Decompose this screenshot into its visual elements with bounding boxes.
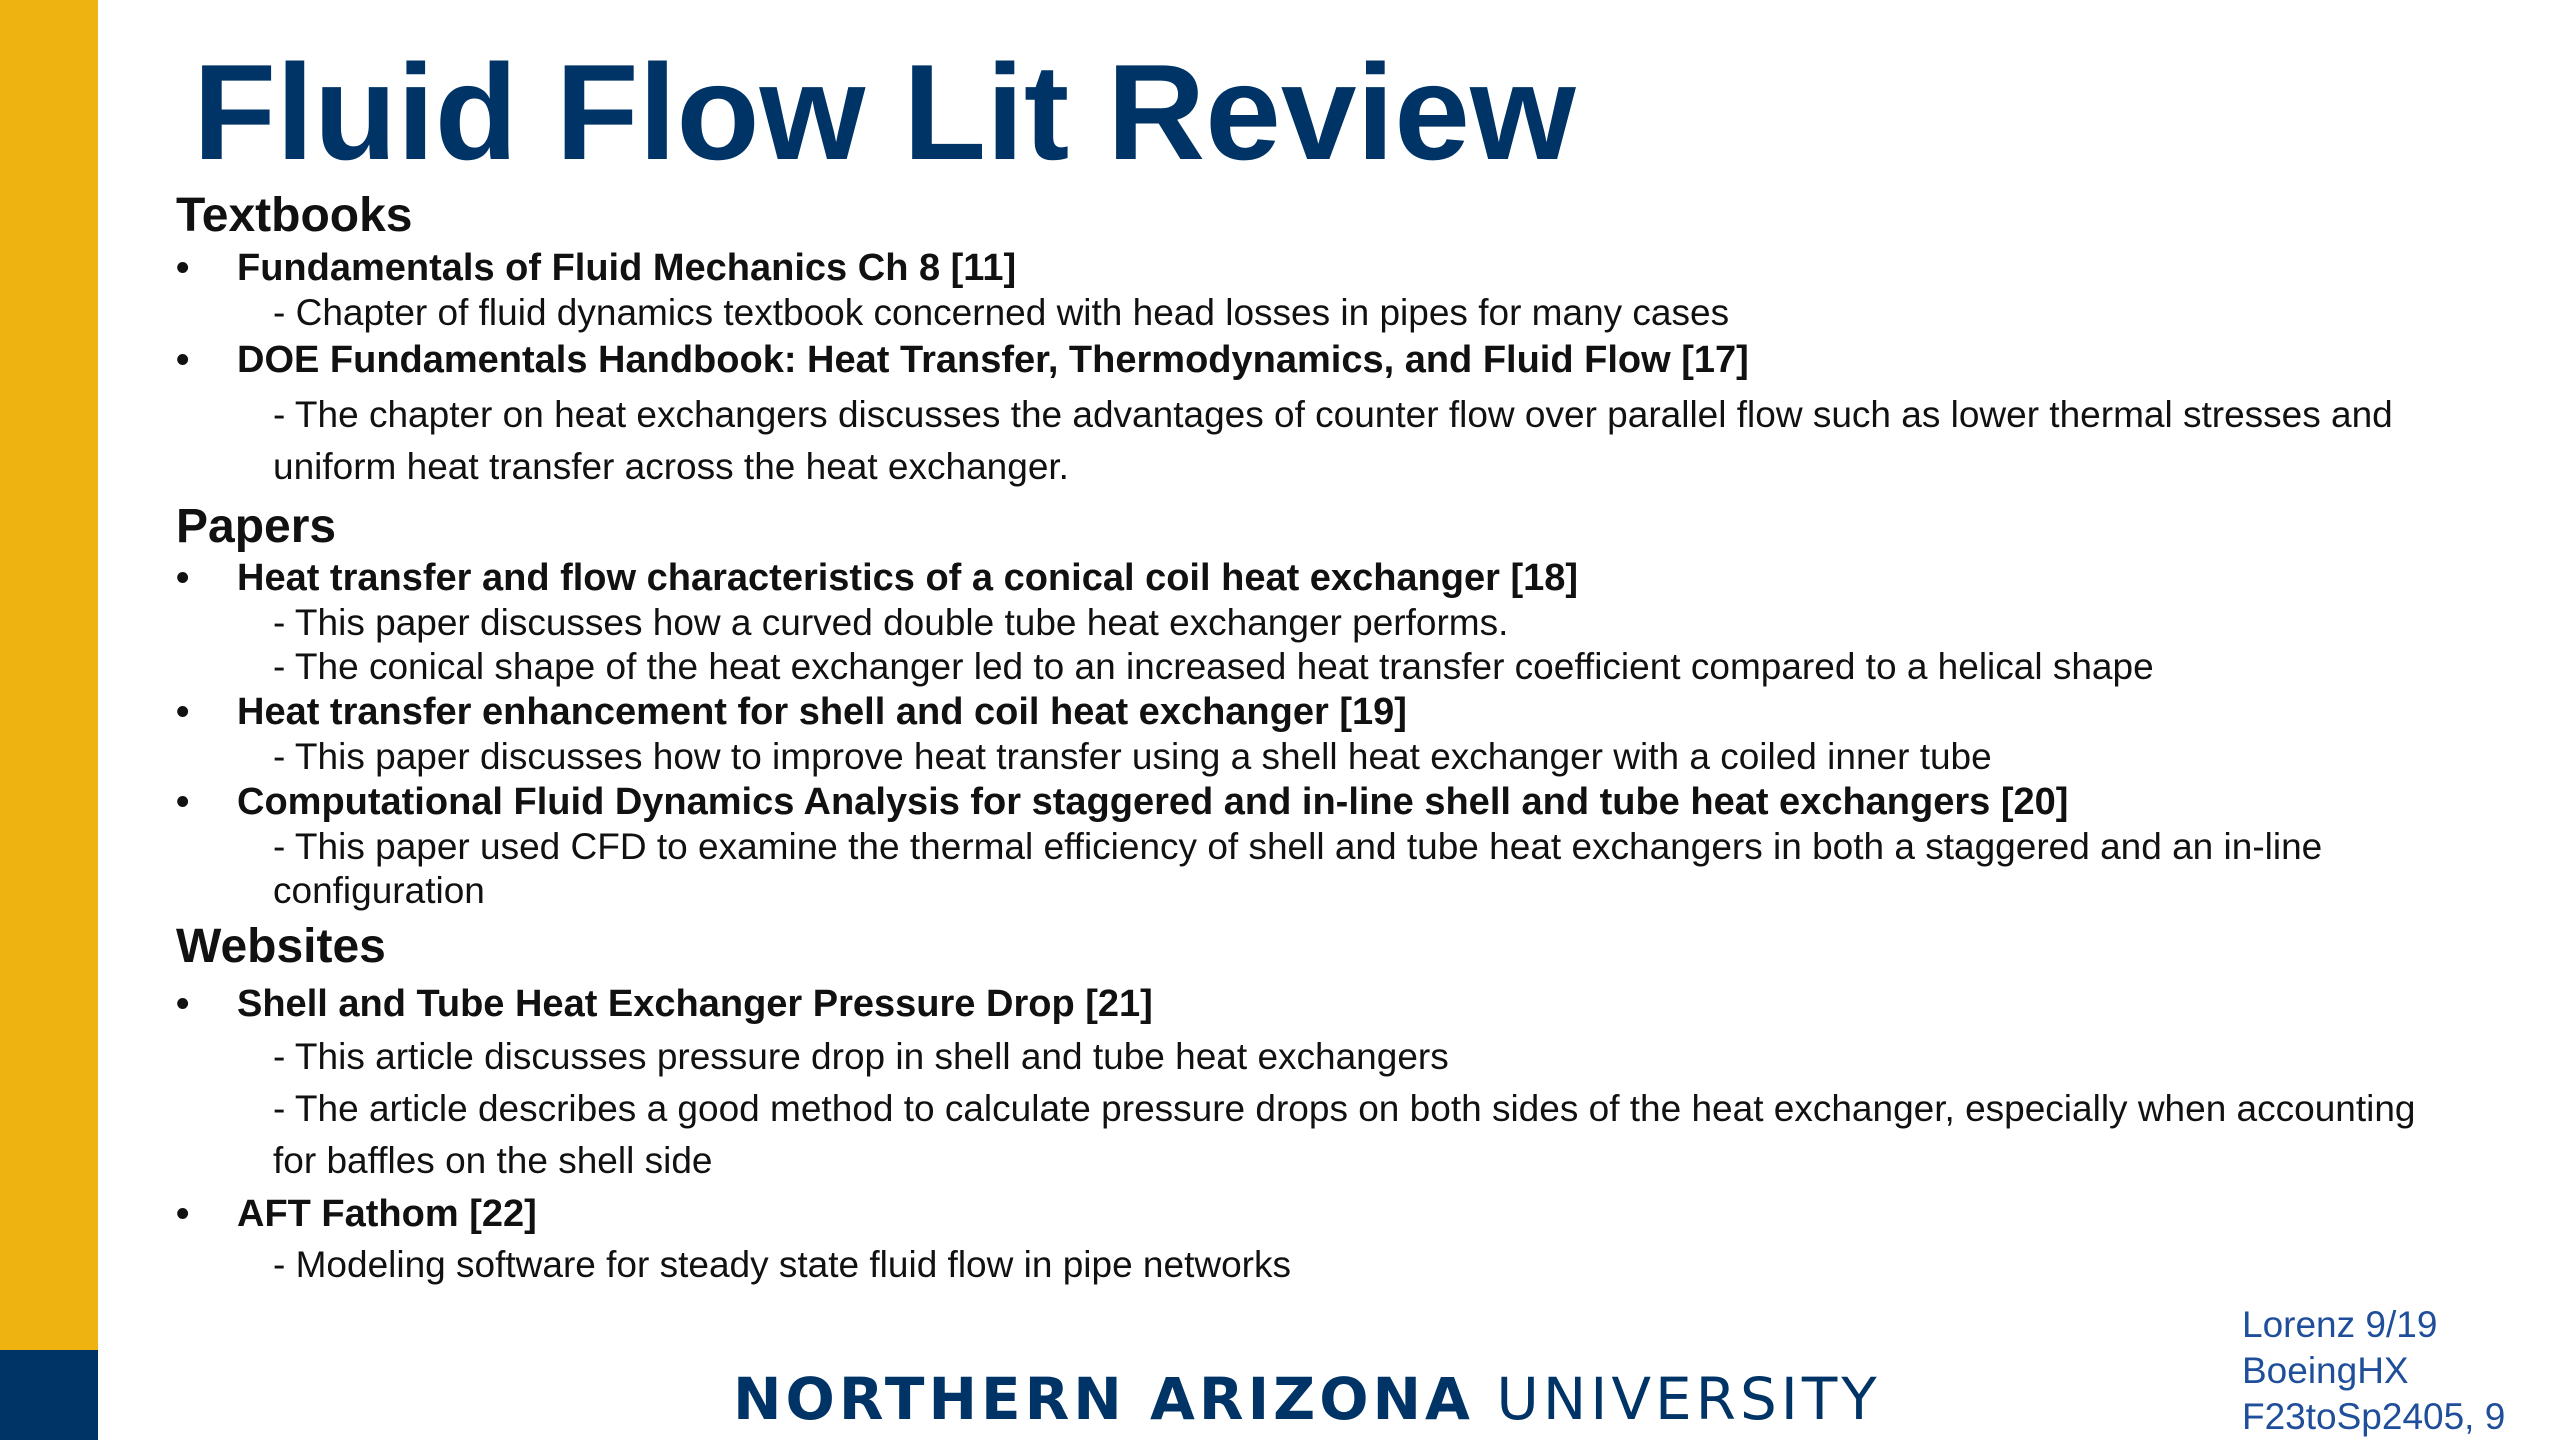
bullet-icon: • bbox=[176, 1193, 190, 1235]
bullet-description: - This paper used CFD to examine the thermal efficiency of shell and tube heat exchangers in both a staggered and an in-line bbox=[273, 826, 2323, 867]
section-heading-textbooks: Textbooks bbox=[176, 189, 413, 242]
logo-text-bold: NORTHERN ARIZONA bbox=[733, 1365, 1474, 1433]
bullet-item bbox=[176, 337, 2476, 383]
bullet-item bbox=[176, 689, 2476, 735]
bullet-description: - Modeling software for steady state fluid flow in pipe networks bbox=[273, 1244, 1291, 1285]
navy-corner-block bbox=[0, 1350, 98, 1440]
section-heading-papers: Papers bbox=[176, 500, 337, 553]
bullet-icon: • bbox=[176, 557, 190, 599]
bullet-item bbox=[176, 779, 2476, 825]
footer-note bbox=[2242, 1302, 2505, 1440]
bullet-description: - This article discusses pressure drop in shell and tube heat exchangers bbox=[273, 1036, 1449, 1077]
bullet-description: - The article describes a good method to calculate pressure drops on both sides of the heat exchanger, especially when accounting bbox=[273, 1088, 2416, 1129]
bullet-description: - This paper discusses how to improve heat transfer using a shell heat exchanger with a coiled inner tube bbox=[273, 736, 1992, 777]
bullet-title: AFT Fathom [22] bbox=[237, 1193, 537, 1235]
bullet-item bbox=[176, 555, 2476, 601]
bullet-item bbox=[176, 981, 2476, 1027]
bullet-description: - The conical shape of the heat exchanger led to an increased heat transfer coefficient compared to a helical shape bbox=[273, 646, 2154, 687]
bullet-icon: • bbox=[176, 781, 190, 823]
footer-note-line: Lorenz 9/19 bbox=[2242, 1304, 2438, 1345]
slide-title: Fluid Flow Lit Review bbox=[193, 36, 1576, 188]
bullet-title: Shell and Tube Heat Exchanger Pressure Drop [21] bbox=[237, 983, 1153, 1025]
gold-side-bar bbox=[0, 0, 98, 1350]
bullet-icon: • bbox=[176, 691, 190, 733]
university-logo-text bbox=[733, 1364, 1881, 1434]
bullet-description: for baffles on the shell side bbox=[273, 1140, 713, 1181]
bullet-item bbox=[176, 1191, 2476, 1237]
bullet-description: configuration bbox=[273, 870, 485, 911]
bullet-title: Computational Fluid Dynamics Analysis for staggered and in-line shell and tube heat exchangers [20] bbox=[237, 781, 2069, 823]
bullet-item bbox=[176, 245, 2476, 291]
bullet-description: - This paper discusses how a curved double tube heat exchanger performs. bbox=[273, 602, 1509, 643]
bullet-icon: • bbox=[176, 339, 190, 381]
bullet-description: - The chapter on heat exchangers discusses the advantages of counter flow over parallel flow such as lower thermal stresses and bbox=[273, 394, 2393, 435]
footer-note-line: F23toSp2405, 9 bbox=[2242, 1396, 2506, 1437]
section-heading-websites: Websites bbox=[176, 920, 386, 973]
bullet-title: Heat transfer and flow characteristics of a conical coil heat exchanger [18] bbox=[237, 557, 1579, 599]
bullet-description: uniform heat transfer across the heat exchanger. bbox=[273, 446, 1069, 487]
logo-text-light: UNIVERSITY bbox=[1496, 1365, 1881, 1433]
slide-content bbox=[176, 188, 2476, 1291]
bullet-title: DOE Fundamentals Handbook: Heat Transfer, Thermodynamics, and Fluid Flow [17] bbox=[237, 339, 1749, 381]
bullet-description: - Chapter of fluid dynamics textbook concerned with head losses in pipes for many cases bbox=[273, 292, 1730, 333]
bullet-title: Fundamentals of Fluid Mechanics Ch 8 [11] bbox=[237, 247, 1017, 289]
footer-note-line: BoeingHX bbox=[2242, 1350, 2409, 1391]
bullet-icon: • bbox=[176, 247, 190, 289]
bullet-icon: • bbox=[176, 983, 190, 1025]
bullet-title: Heat transfer enhancement for shell and coil heat exchanger [19] bbox=[237, 691, 1407, 733]
